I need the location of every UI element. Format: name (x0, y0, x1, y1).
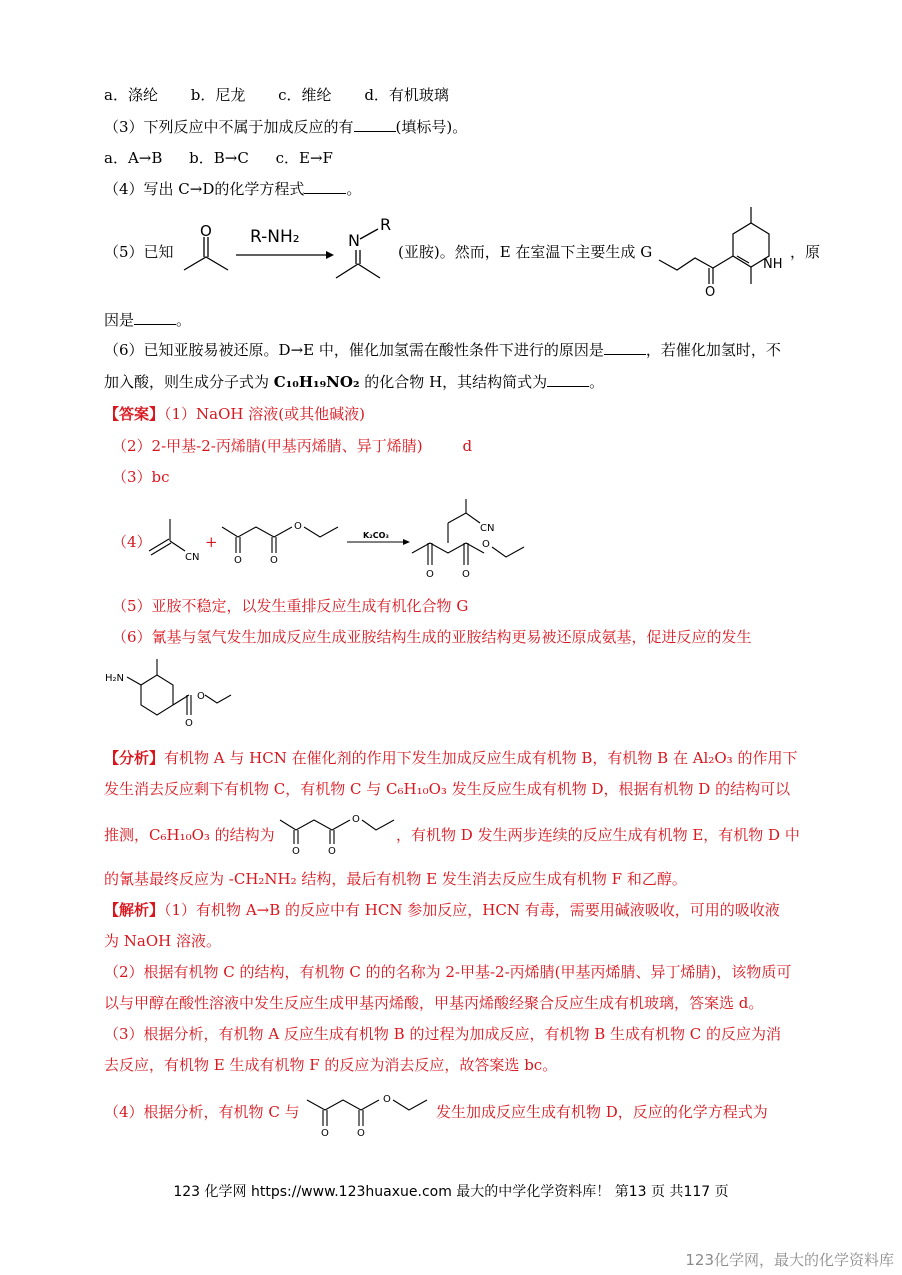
explain-line-4b: 发生加成反应生成有机物 D，反应的化学方程式为 (436, 1103, 768, 1121)
q2-option-d: d．有机玻璃 (364, 86, 449, 104)
q4-suffix: 。 (346, 180, 362, 198)
q3-option-a: a．A→B (104, 149, 163, 167)
q6-blank-1 (604, 340, 646, 355)
answer-1 (104, 404, 365, 424)
o-label-11: O (352, 814, 360, 825)
analysis-line-1-text: 有机物 A 与 HCN 在催化剂的作用下发生加成反应生成有机物 B，有机物 B 在 Al₂O₃ 的作用下 (164, 749, 798, 767)
q6-line1-end: ，若催化加氢时，不 (645, 341, 781, 359)
answer-4-label: （4） (112, 533, 152, 551)
k2co3-arrow (347, 530, 417, 550)
o-label-14: O (383, 1094, 391, 1105)
q3-option-c: c．E→F (275, 149, 333, 167)
q6-line1-text: （6）已知亚胺易被还原。D→E 中，催化加氢需在酸性条件下进行的原因是 (104, 341, 604, 359)
q5-line2 (104, 310, 191, 330)
analysis-line-3b: ，有机物 D 发生两步连续的反应生成有机物 E，有机物 D 中 (396, 826, 800, 844)
q3-text (104, 117, 467, 137)
q6-blank-2 (547, 372, 589, 387)
compound-h-structure (105, 655, 245, 730)
q3-prefix: （3）下列反应中不属于加成反应的有 (104, 118, 354, 136)
q5-end: ，原 (790, 243, 821, 261)
o-label-5: O (462, 569, 470, 580)
cn-label-2: CN (480, 523, 495, 534)
watermark: 123化学网，最大的化学资料库 (685, 1251, 894, 1269)
answer-1-text: （1）NaOH 溶液(或其他碱液) (164, 405, 365, 423)
q5-prefix: （5）已知 (104, 243, 174, 261)
q6-line2-end: 。 (589, 373, 605, 391)
o-label-7: O (185, 718, 193, 729)
o-label-3: O (294, 521, 302, 532)
g-o-label: O (705, 285, 716, 300)
o-label-13: O (357, 1128, 365, 1139)
acetone-o-label: O (200, 222, 212, 240)
o-label-8: O (197, 691, 205, 702)
answer-2 (112, 436, 472, 456)
q2-option-c: c．维纶 (278, 86, 332, 104)
q5-blank (134, 310, 176, 325)
imine-r-label: R (380, 215, 392, 234)
explain-ester-structure (305, 1088, 435, 1138)
q3-options (104, 148, 333, 168)
q5-mid: (亚胺)。然而，E 在室温下主要生成 G (398, 243, 653, 261)
analysis-line-3a: 推测，C₆H₁₀O₃ 的结构为 (104, 826, 275, 844)
q2-option-b: b．尼龙 (190, 86, 246, 104)
explain-line-3b: 去反应，有机物 E 生成有机物 F 的反应为消去反应，故答案选 bc。 (104, 1056, 558, 1074)
q2-options (104, 85, 449, 105)
q4-text (104, 179, 361, 199)
explain-line-1a-text: （1）有机物 A→B 的反应中有 HCN 参加反应，HCN 有毒，需要用碱液吸收，可用的吸收液 (164, 901, 780, 919)
q2-option-a: a．涤纶 (104, 86, 158, 104)
q6-formula: C₁₀H₁₉NO₂ (273, 373, 360, 391)
rnh2-label: R-NH₂ (250, 227, 300, 247)
q3-blank (354, 117, 396, 132)
explain-line-2a: （2）根据有机物 C 的结构，有机物 C 的的名称为 2-甲基-2-丙烯腈(甲基丙烯腈、异丁烯腈)，该物质可 (104, 963, 792, 981)
explain-line-1a (104, 900, 780, 920)
g-nh-label: NH (763, 257, 783, 272)
cn-label-1: CN (185, 552, 200, 563)
q4-prefix: （4）写出 C→D的化学方程式 (104, 180, 305, 198)
imine-structure (330, 212, 400, 287)
o-label-1: O (234, 555, 242, 566)
o-label-12: O (321, 1128, 329, 1139)
h2n-label: H₂N (105, 673, 125, 684)
explain-line-1b: 为 NaOH 溶液。 (104, 932, 221, 950)
answer-2-text: （2）2-甲基-2-丙烯腈(甲基丙烯腈、异丁烯腈) (112, 437, 423, 455)
q6-line2-prefix: 加入酸，则生成分子式为 (104, 373, 274, 391)
answer-5: （5）亚胺不稳定，以发生重排反应生成有机化合物 G (112, 597, 469, 615)
ethyl-acetoacetate-structure (220, 515, 355, 565)
analysis-line-4: 的氰基最终反应为 -CH₂NH₂ 结构，最后有机物 E 发生消去反应生成有机物 F 和乙醇。 (104, 870, 687, 888)
q3-suffix: (填标号)。 (395, 118, 468, 136)
q6-line1 (104, 340, 781, 360)
answer-tag: 【答案】 (104, 405, 165, 423)
explain-tag: 【解析】 (104, 901, 165, 919)
acetone-structure (180, 222, 240, 285)
q5-line2-text: 因是 (104, 311, 135, 329)
page-footer: 123 化学网 https://www.123huaxue.com 最大的中学化学资料库！ 第13 页 共117 页 (173, 1184, 729, 1200)
o-label-6: O (482, 539, 490, 550)
explain-line-2b: 以与甲醇在酸性溶液中发生反应生成甲基丙烯酸，甲基丙烯酸经聚合反应生成有机玻璃，答案选 d。 (104, 994, 764, 1012)
o-label-4: O (426, 569, 434, 580)
analysis-line-2: 发生消去反应剩下有机物 C，有机物 C 与 C₆H₁₀O₃ 发生反应生成有机物 D，根据有机物 D 的结构可以 (104, 780, 791, 798)
analysis-line-1 (104, 748, 797, 768)
o-label-10: O (328, 846, 336, 857)
q6-line2-mid: 的化合物 H，其结构简式为 (359, 373, 548, 391)
q4-blank (304, 179, 346, 194)
reaction-arrow-rnh2 (236, 222, 336, 262)
analysis-ester-structure (278, 808, 398, 856)
q6-line2 (104, 372, 604, 392)
q3-option-b: b．B→C (189, 149, 249, 167)
answer-6: （6）氰基与氢气发生加成反应生成亚胺结构生成的亚胺结构更易被还原成氨基，促进反应的发生 (112, 628, 752, 646)
explain-line-4a: （4）根据分析，有机物 C 与 (104, 1103, 300, 1121)
compound-d-structure (410, 495, 540, 590)
analysis-tag: 【分析】 (104, 749, 165, 767)
compound-g-structure (655, 200, 795, 300)
answer-3: （3）bc (112, 468, 170, 486)
q5-line2-end: 。 (176, 311, 192, 329)
answer-4-plus: + (205, 533, 218, 551)
answer-2-choice: d (462, 437, 473, 455)
imine-n-label: N (348, 231, 360, 250)
explain-line-3a: （3）根据分析，有机物 A 反应生成有机物 B 的过程为加成反应，有机物 B 生成有机物 C 的反应为消 (104, 1025, 782, 1043)
o-label-2: O (270, 555, 278, 566)
o-label-9: O (292, 846, 300, 857)
k2co3-label: K₂CO₃ (363, 531, 389, 540)
